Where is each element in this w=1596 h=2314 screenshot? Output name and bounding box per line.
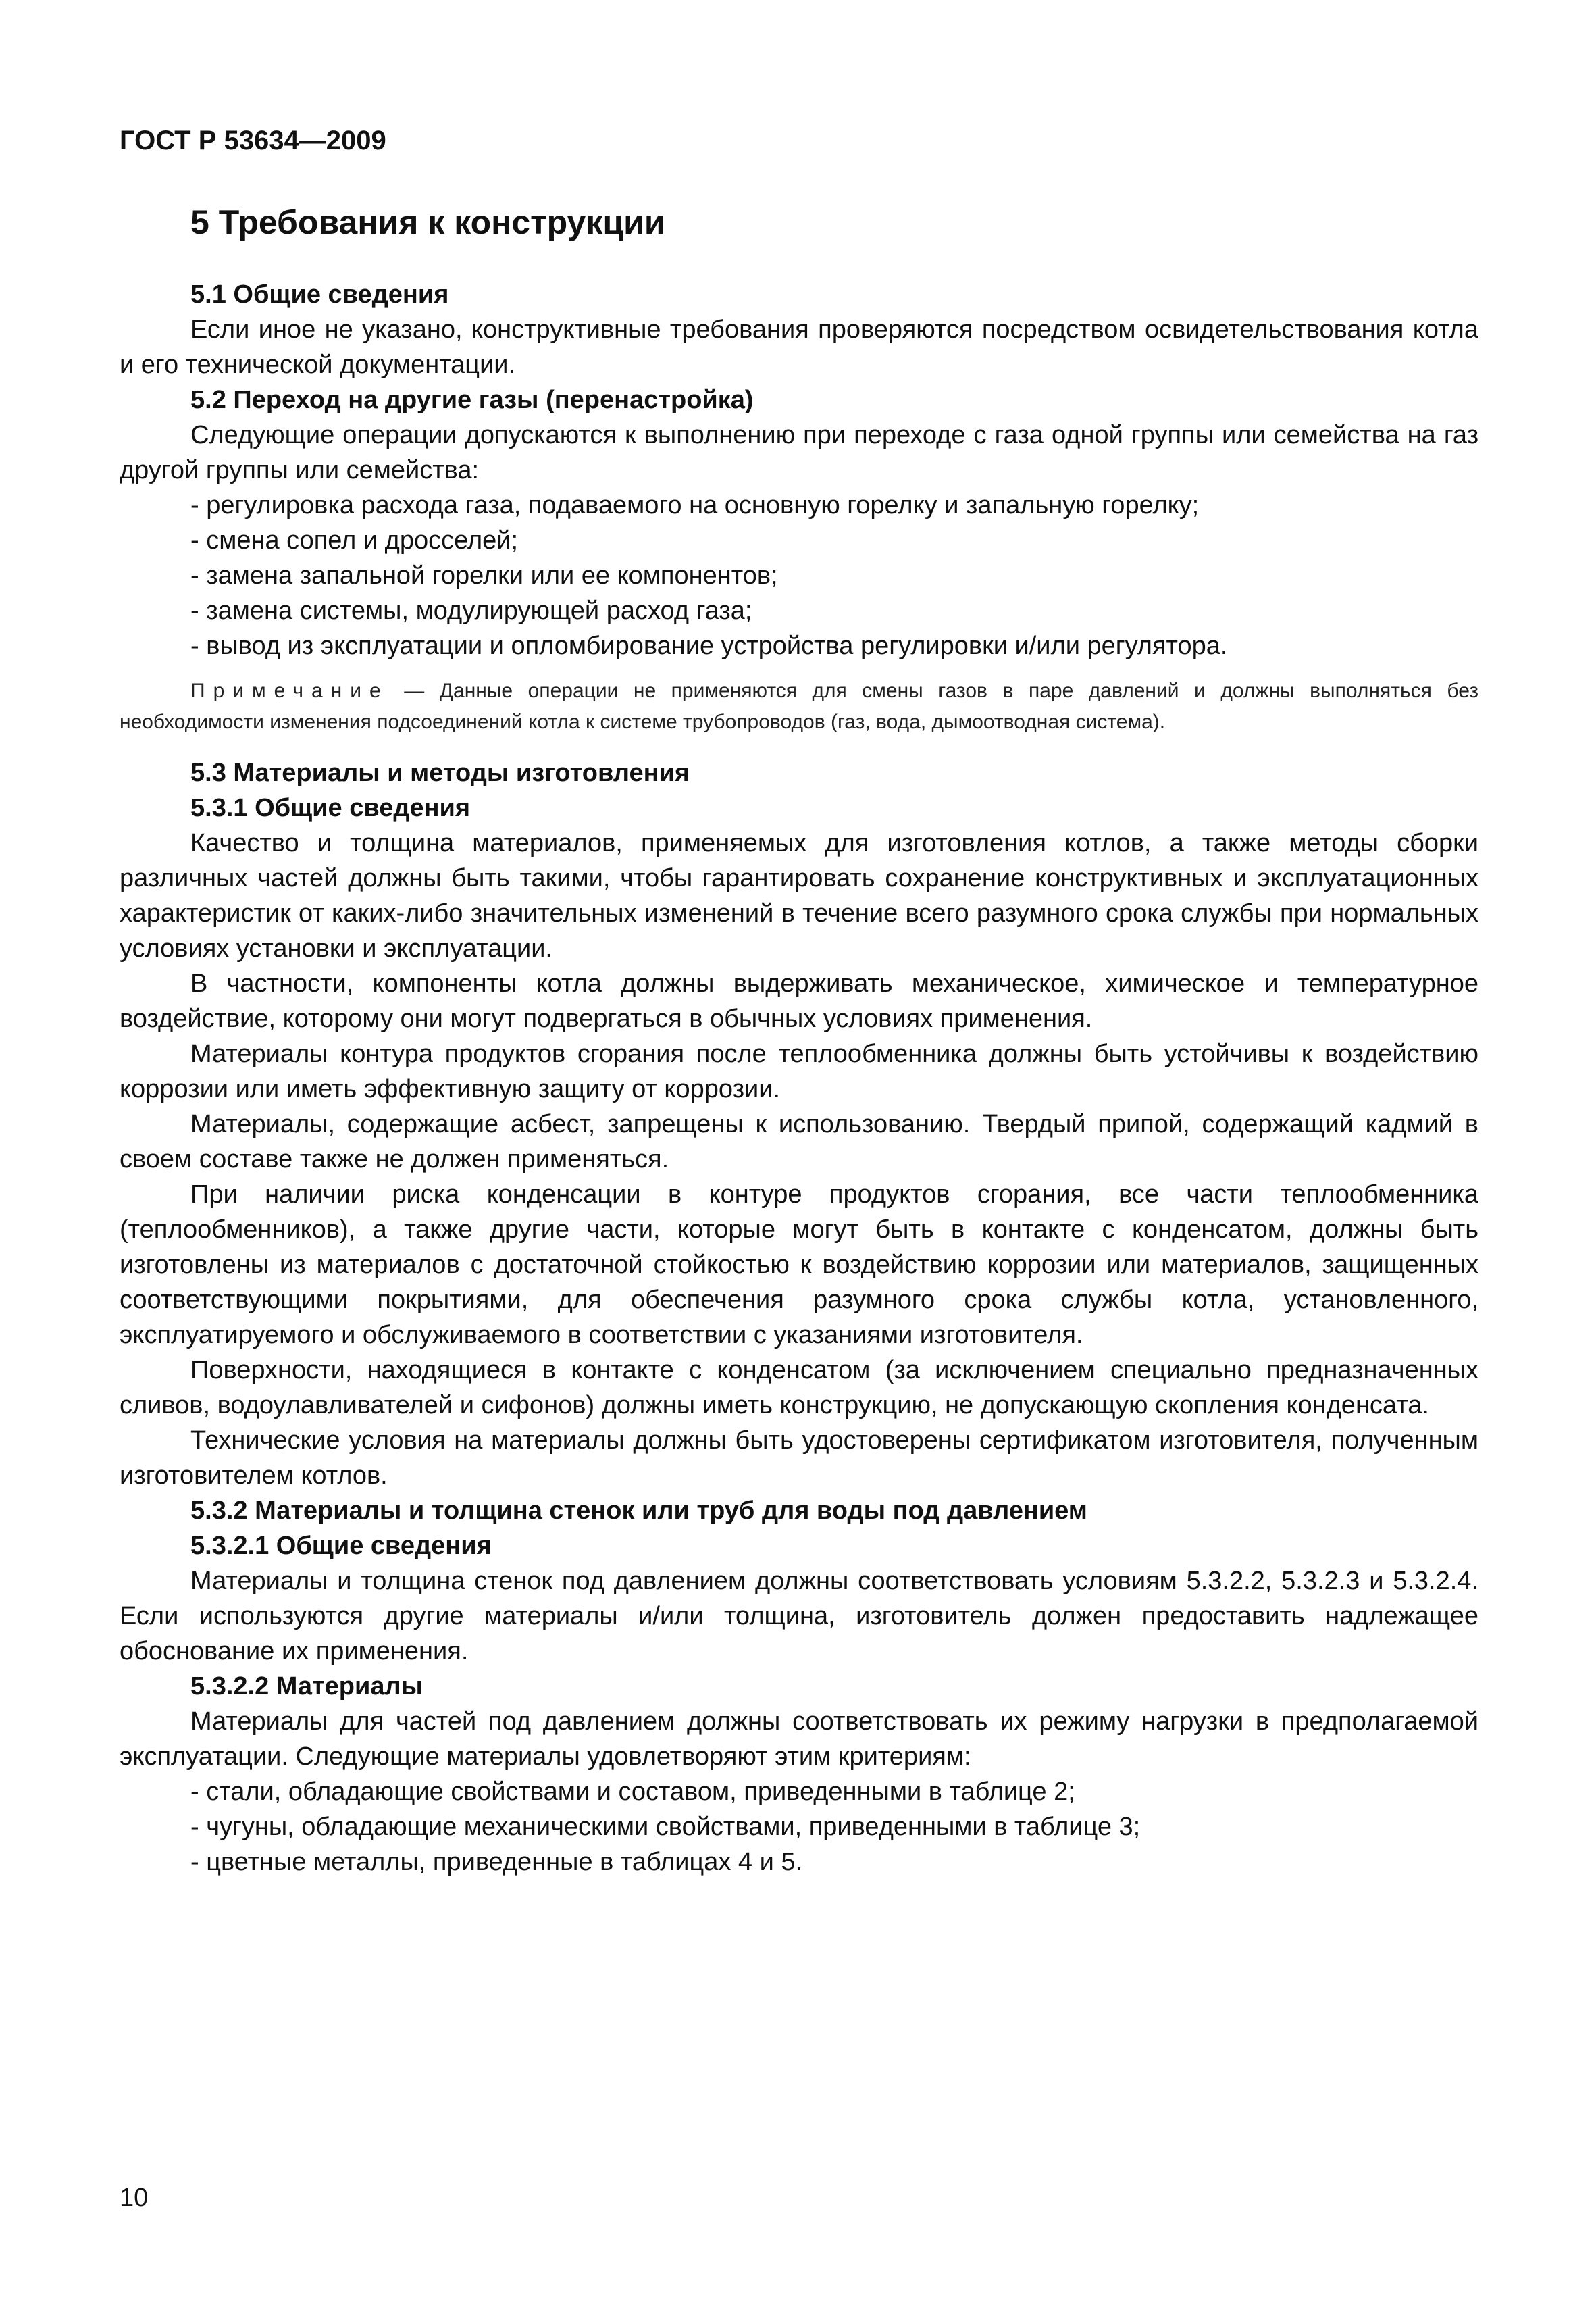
list-item: - цветные металлы, приведенные в таблицах 4 и 5.	[190, 1848, 803, 1876]
note-text: — Данные операции не применяются для смены газов в паре давлений и должны выполняться без необходимости изменения подсоединений котла к системе трубопроводов (газ, вода, дымоотводная система).	[120, 680, 1478, 733]
document-code: ГОСТ Р 53634—2009	[120, 126, 386, 155]
list-item: - чугуны, обладающие механическими свойствами, приведенными в таблице 3;	[190, 1813, 1141, 1841]
page-number: 10	[120, 2184, 149, 2212]
note	[120, 676, 1478, 738]
list-item: - замена запальной горелки или ее компонентов;	[190, 561, 778, 590]
heading-5-3-2-1: 5.3.2.1 Общие сведения	[190, 1532, 492, 1560]
paragraph: При наличии риска конденсации в контуре продуктов сгорания, все части теплообменника (теплообменников), а также другие части, которые могут быть в контакте с конденсатом, должны быть изготовлены из материалов с достаточной стойкостью к воздействию коррозии или материалов, защищенных соответствующими покрытиями, для обеспечения разумного срока службы котла, установленного, эксплуатируемого и обслуживаемого в соответствии с указаниями изготовителя.	[120, 1180, 1478, 1349]
heading-5-1: 5.1 Общие сведения	[190, 280, 449, 309]
section-title: 5 Требования к конструкции	[190, 203, 665, 241]
paragraph-5-2: Следующие операции допускаются к выполнению при переходе с газа одной группы или семейства на газ другой группы или семейства:	[120, 421, 1478, 484]
list-item: - стали, обладающие свойствами и составом, приведенными в таблице 2;	[190, 1778, 1075, 1806]
list-item: - смена сопел и дросселей;	[190, 526, 519, 555]
paragraph-5-3-2-1: Материалы и толщина стенок под давлением должны соответствовать условиям 5.3.2.2, 5.3.2.3 и 5.3.2.4. Если используются другие материалы и/или толщина, изготовитель должен предоставить надлежащее обоснование их применения.	[120, 1567, 1478, 1665]
paragraph: Материалы контура продуктов сгорания после теплообменника должны быть устойчивы к воздействию коррозии или иметь эффективную защиту от коррозии.	[120, 1040, 1478, 1103]
heading-5-3-2-2: 5.3.2.2 Материалы	[190, 1672, 423, 1701]
paragraph: Качество и толщина материалов, применяемых для изготовления котлов, а также методы сборки различных частей должны быть такими, чтобы гарантировать сохранение конструктивных и эксплуатационных характеристик от каких-либо значительных изменений в течение всего разумного срока службы при нормальных условиях установки и эксплуатации.	[120, 829, 1478, 963]
heading-5-3: 5.3 Материалы и методы изготовления	[190, 759, 690, 787]
paragraph: Технические условия на материалы должны быть удостоверены сертификатом изготовителя, полученным изготовителем котлов.	[120, 1426, 1478, 1490]
note-label: Примечание	[190, 680, 389, 702]
paragraph: Материалы, содержащие асбест, запрещены к использованию. Твердый припой, содержащий кадмий в своем составе также не должен применяться.	[120, 1110, 1478, 1174]
page-content	[120, 196, 1478, 1880]
paragraph-5-1: Если иное не указано, конструктивные требования проверяются посредством освидетельствования котла и его технической документации.	[120, 316, 1478, 379]
paragraph-5-3-2-2: Материалы для частей под давлением должны соответствовать их режиму нагрузки в предполагаемой эксплуатации. Следующие материалы удовлетворяют этим критериям:	[120, 1707, 1478, 1771]
list-item: - регулировка расхода газа, подаваемого на основную горелку и запальную горелку;	[190, 491, 1200, 520]
heading-5-3-1: 5.3.1 Общие сведения	[190, 794, 471, 822]
paragraph: Поверхности, находящиеся в контакте с конденсатом (за исключением специально предназначенных сливов, водоулавливателей и сифонов) должны иметь конструкцию, не допускающую скопления конденсата.	[120, 1356, 1478, 1419]
paragraph: В частности, компоненты котла должны выдерживать механическое, химическое и температурное воздействие, которому они могут подвергаться в обычных условиях применения.	[120, 970, 1478, 1033]
heading-5-2: 5.2 Переход на другие газы (перенастройка)	[190, 386, 754, 414]
list-item: - замена системы, модулирующей расход газа;	[190, 597, 752, 625]
heading-5-3-2: 5.3.2 Материалы и толщина стенок или труб для воды под давлением	[190, 1496, 1087, 1525]
list-item: - вывод из эксплуатации и опломбирование устройства регулировки и/или регулятора.	[190, 632, 1228, 660]
